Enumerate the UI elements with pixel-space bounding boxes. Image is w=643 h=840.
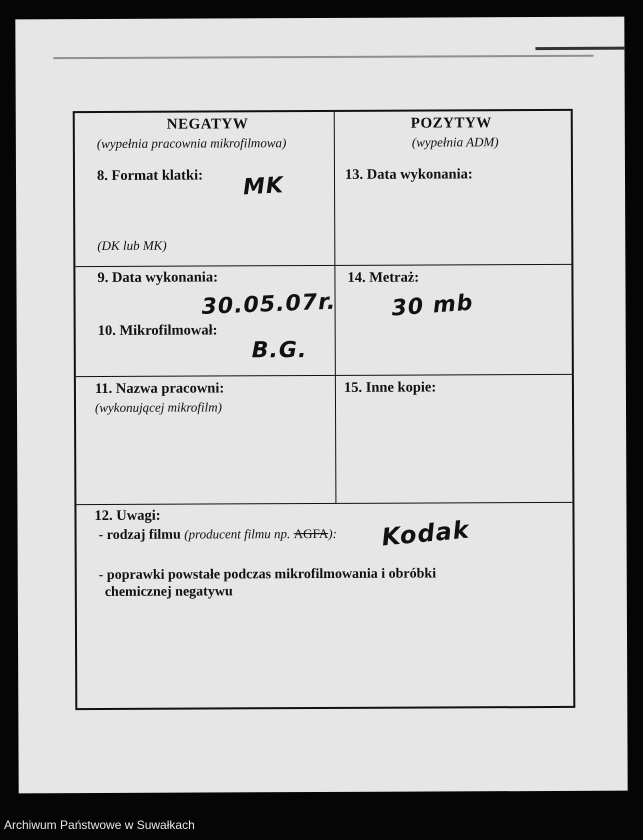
archive-footer: Archiwum Państwowe w Suwałkach	[4, 818, 195, 832]
film-type-value: Kodak	[380, 515, 471, 552]
length-label: 14. Metraż:	[347, 269, 420, 286]
workshop-name-hint: (wykonującej mikrofilm)	[94, 399, 222, 415]
remarks-label: 12. Uwagi:	[94, 507, 161, 524]
film-type-prefix: - rodzaj filmu	[98, 527, 181, 543]
document-sheet	[15, 17, 627, 794]
frame-format-label: 8. Format klatki:	[96, 167, 203, 184]
top-rule-right	[535, 47, 625, 50]
microfilm-form	[73, 109, 576, 710]
length-value: 30 mb	[390, 290, 475, 322]
negative-subheader: (wypełnia pracownia mikrofilmowa)	[96, 135, 287, 151]
filmed-by-label: 10. Mikrofilmował:	[97, 322, 218, 339]
corrections-line-2: chemicznej negatywu	[104, 584, 233, 600]
row-divider-3	[76, 502, 572, 505]
filmed-by-value: B.G.	[251, 338, 308, 364]
row-divider-1	[75, 264, 571, 267]
negative-header: NEGATYW	[166, 116, 249, 133]
workshop-name-label: 11. Nazwa pracowni:	[94, 380, 225, 397]
film-type-struck: AGFA	[293, 525, 329, 542]
frame-format-value: MK	[242, 173, 285, 201]
film-type-line	[99, 526, 337, 544]
negative-date-value: 30.05.07r.	[201, 289, 337, 320]
frame-format-hint: (DK lub MK)	[97, 237, 167, 253]
film-type-hint: (producent filmu np.	[184, 526, 291, 542]
row-divider-2	[76, 374, 572, 377]
positive-date-label: 13. Data wykonania:	[344, 166, 473, 183]
corrections-line-1: - poprawki powstałe podczas mikrofilmowania i obróbki	[98, 566, 437, 583]
negative-date-label: 9. Data wykonania:	[97, 269, 218, 286]
top-rule	[53, 55, 593, 59]
positive-subheader: (wypełnia ADM)	[411, 134, 499, 150]
other-copies-label: 15. Inne kopie:	[343, 379, 437, 396]
film-type-suffix: ):	[328, 525, 337, 541]
positive-header: POZYTYW	[410, 115, 492, 132]
